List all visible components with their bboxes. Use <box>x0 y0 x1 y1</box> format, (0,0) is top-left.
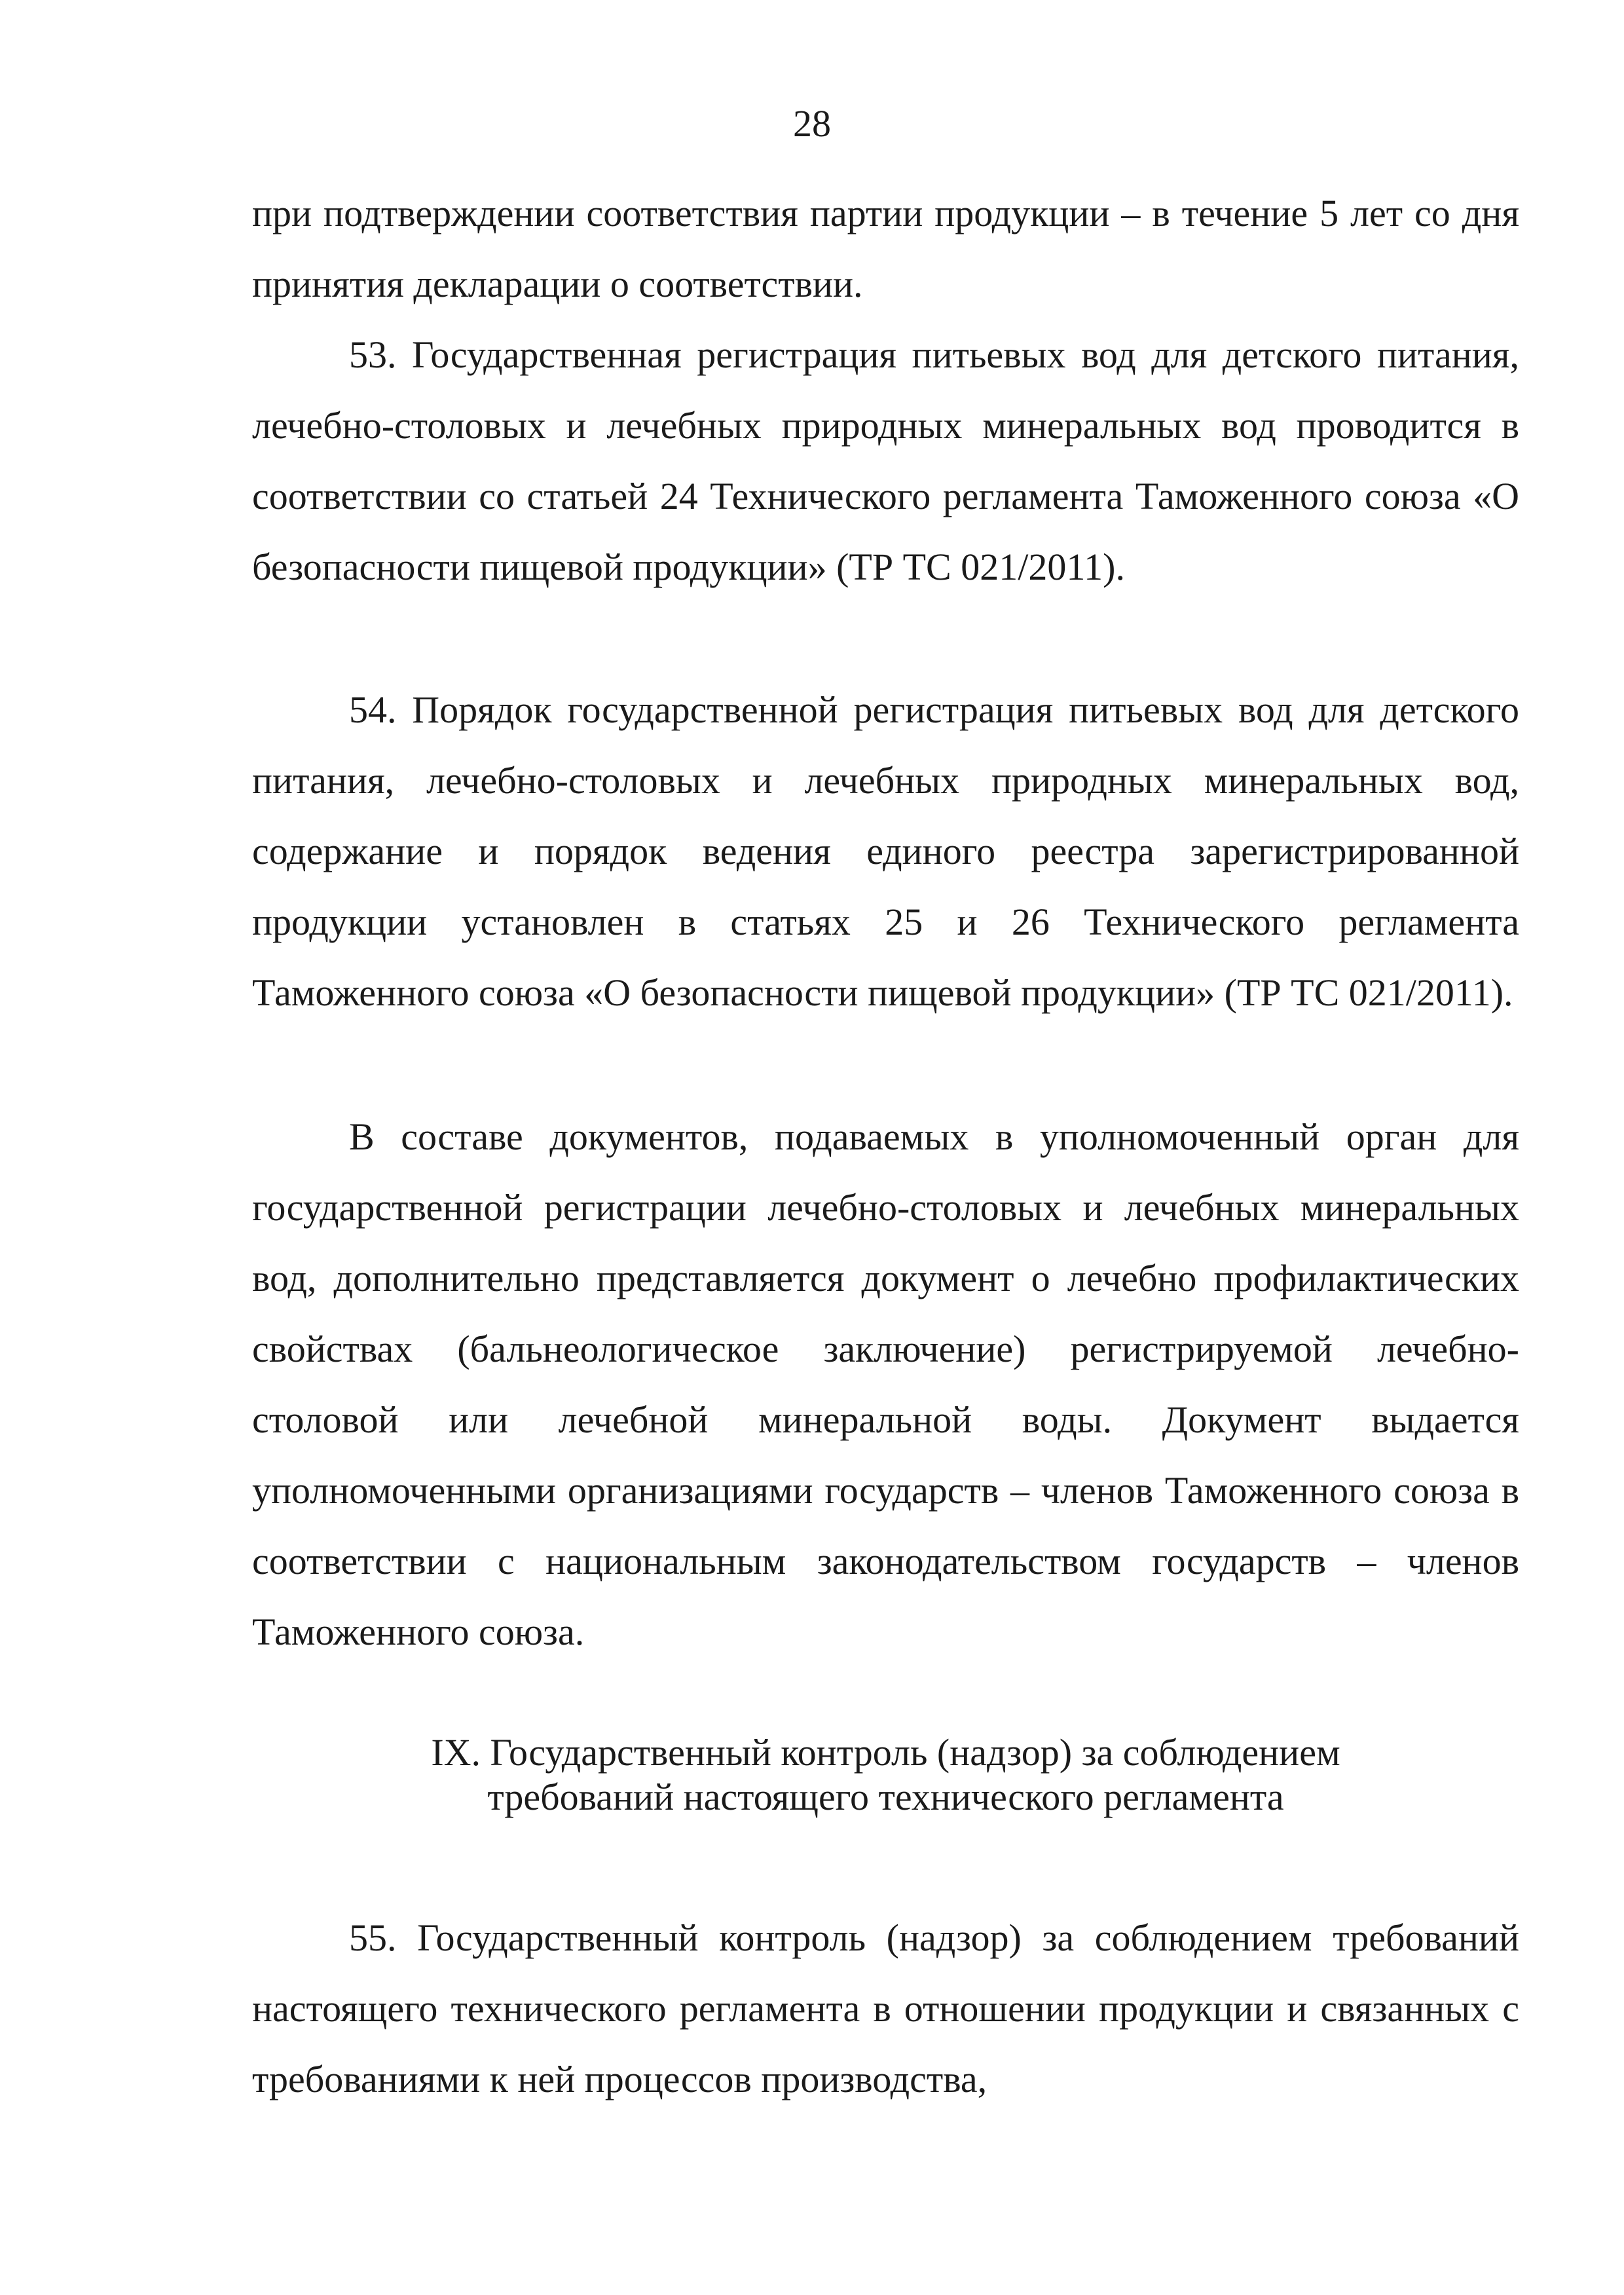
section-heading-line-2: требований настоящего технического регламента <box>487 1776 1284 1818</box>
page-number: 28 <box>793 102 831 145</box>
section-heading <box>252 1730 1519 1819</box>
paragraph-item-54: 54. Порядок государственной регистрация питьевых вод для детского питания, лечебно-столовых и лечебных природных минеральных вод, содержание и порядок ведения единого реестра зарегистрированной продукции установлен в статьях 25 и 26 Технического регламента Таможенного союза «О безопасности пищевой продукции» (ТР ТС 021/2011). <box>252 688 1519 1014</box>
paragraph-continuation: при подтверждении соответствия партии продукции – в течение 5 лет со дня принятия декларации о соответствии. <box>252 192 1519 305</box>
section-heading-line-1: IX. Государственный контроль (надзор) за соблюдением <box>431 1731 1340 1774</box>
paragraph-documents: В составе документов, подаваемых в уполномоченный орган для государственной регистрации лечебно-столовых и лечебных минеральных вод, дополнительно представляется документ о лечебно профилактических свойствах (бальнеологическое заключение) регистрируемой лечебно-столовой или лечебной минеральной воды. Документ выдается уполномоченными организациями государств – членов Таможенного союза в соответствии с национальным законодательством государств – членов Таможенного союза. <box>252 1115 1519 1653</box>
paragraph-item-55: 55. Государственный контроль (надзор) за соблюдением требований настоящего технического регламента в отношении продукции и связанных с требованиями к ней процессов производства, <box>252 1916 1519 2100</box>
paragraph-item-53: 53. Государственная регистрация питьевых вод для детского питания, лечебно-столовых и лечебных природных минеральных вод проводится в соответствии со статьей 24 Технического регламента Таможенного союза «О безопасности пищевой продукции» (ТР ТС 021/2011). <box>252 333 1519 588</box>
